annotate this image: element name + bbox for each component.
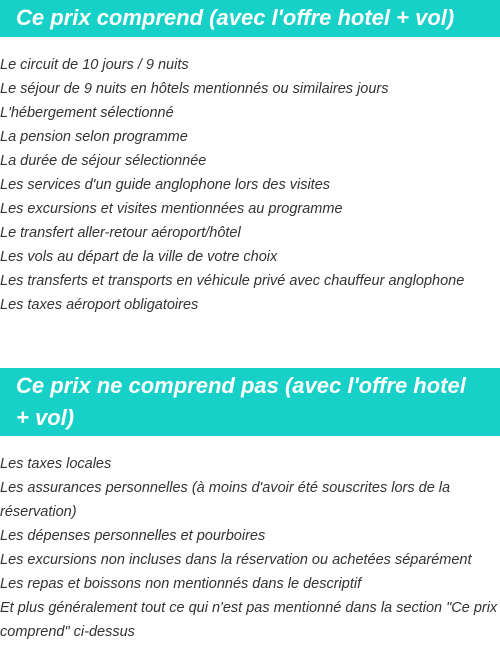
- included-items-list: [0, 53, 500, 317]
- list-item: Les taxes locales: [0, 456, 112, 472]
- list-item: Les taxes aéroport obligatoires: [0, 297, 199, 313]
- list-item: La pension selon programme: [0, 129, 188, 145]
- list-item: La durée de séjour sélectionnée: [0, 153, 207, 169]
- list-item: Le transfert aller-retour aéroport/hôtel: [0, 225, 241, 241]
- list-item: Le circuit de 10 jours / 9 nuits: [0, 57, 189, 73]
- list-item: Les assurances personnelles (à moins d'avoir été souscrites lors de la réservation): [0, 480, 451, 520]
- list-item: Les vols au départ de la ville de votre choix: [0, 249, 278, 265]
- list-item: Les dépenses personnelles et pourboires: [0, 528, 266, 544]
- excluded-items-list: [0, 452, 500, 644]
- list-item: Les transferts et transports en véhicule privé avec chauffeur anglophone: [0, 273, 465, 289]
- list-item: Les excursions et visites mentionnées au programme: [0, 201, 343, 217]
- list-item: Les repas et boissons non mentionnés dans le descriptif: [0, 576, 362, 592]
- list-item: L'hébergement sélectionné: [0, 105, 174, 121]
- list-item: Le séjour de 9 nuits en hôtels mentionnés ou similaires jours: [0, 81, 389, 97]
- excluded-section-title: Ce prix ne comprend pas (avec l'offre hotel + vol): [0, 368, 500, 436]
- included-section-title: Ce prix comprend (avec l'offre hotel + vol): [0, 0, 500, 37]
- list-item: Les excursions non incluses dans la réservation ou achetées séparément: [0, 552, 472, 568]
- list-item: Et plus généralement tout ce qui n'est pas mentionné dans la section "Ce prix comprend" ci-dessus: [0, 600, 498, 640]
- list-item: Les services d'un guide anglophone lors des visites: [0, 177, 331, 193]
